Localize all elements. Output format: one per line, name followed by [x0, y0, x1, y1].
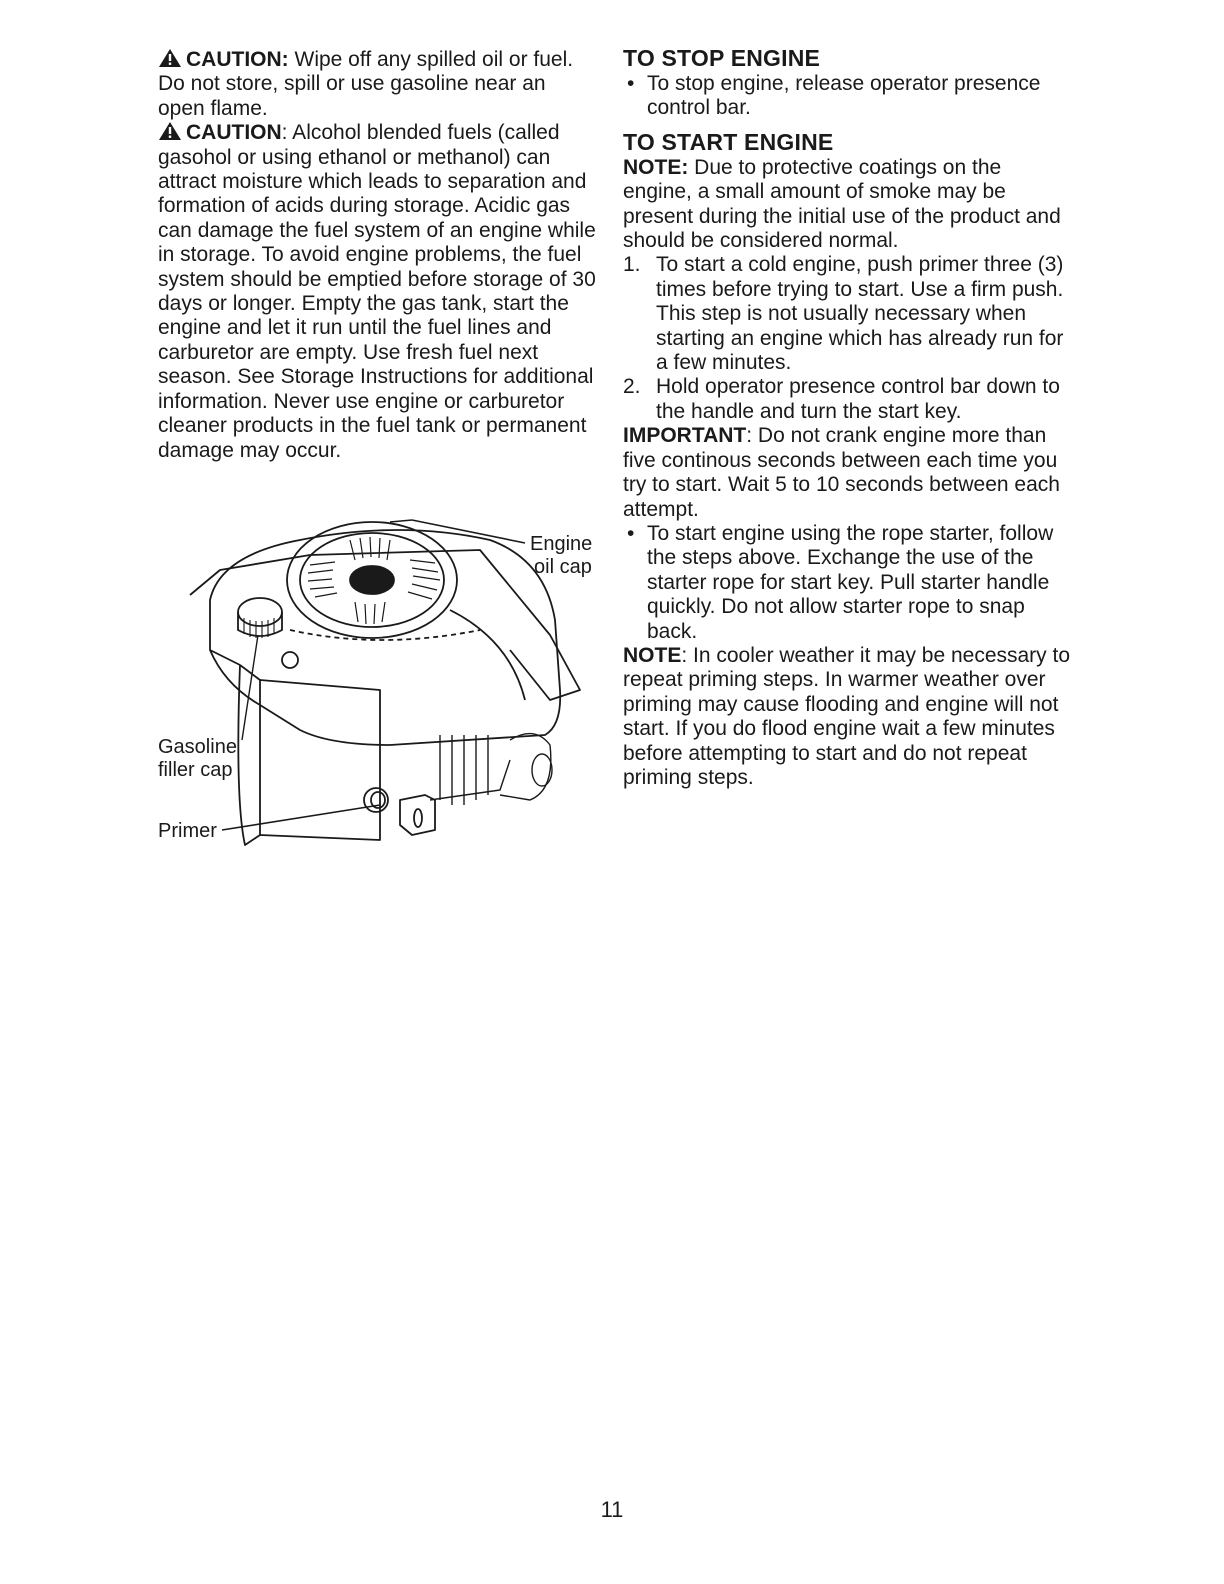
- bullet-icon: •: [627, 521, 635, 545]
- left-column: [158, 48, 598, 463]
- note-paragraph-2: NOTE: In cooler weather it may be necessary to repeat priming steps. In warmer weather over priming may cause flooding and engine will not start. If you do flood engine wait a few minutes before attempting to start and do not repeat priming steps.: [623, 643, 1071, 789]
- caution-label: CAUTION: [158, 121, 282, 144]
- caution-paragraph-2: [158, 121, 598, 463]
- important-paragraph: IMPORTANT: Do not crank engine more than five continous seconds between each time you try to start. Wait 5 to 10 seconds between each attempt.: [623, 424, 1060, 521]
- stop-engine-heading: TO STOP ENGINE: [623, 45, 821, 71]
- caution-text: Wipe off any spilled oil or fuel. Do not store, spill or use gasoline near an open flame.: [158, 48, 574, 120]
- caution-paragraph-1: [158, 48, 598, 121]
- engine-oil-cap-label: Engine oil cap: [530, 533, 593, 578]
- engine-figure: [150, 500, 610, 870]
- rope-starter-bullet: • To start engine using the rope starter, follow the steps above. Exchange the use of the starter rope for start key. Pull starter handle quickly. Do not allow starter rope to snap back.: [627, 521, 1054, 643]
- primer-label: Primer: [158, 820, 217, 842]
- note-paragraph-1: NOTE: Due to protective coatings on the engine, a small amount of smoke may be present during the initial use of the product and should be considered normal.: [623, 155, 1061, 253]
- warning-triangle-icon: [158, 121, 182, 141]
- warning-triangle-icon: [158, 48, 182, 68]
- step-item: 2. Hold operator presence control bar down to the handle and turn the start key.: [623, 375, 1060, 423]
- step-item: 1. To start a cold engine, push primer three (3) times before trying to start. Use a firm push. This step is not usually necessary when starting an engine which has already run for a few minutes.: [623, 253, 1064, 375]
- start-engine-heading: TO START ENGINE: [623, 128, 834, 155]
- page-number: 11: [600, 1497, 624, 1522]
- stop-engine-bullet: • To stop engine, release operator presence control bar.: [627, 72, 1041, 120]
- bullet-icon: •: [627, 72, 635, 95]
- caution-label: CAUTION:: [158, 48, 289, 71]
- caution-text: : Alcohol blended fuels (called gasohol or using ethanol or methanol) can attract moisture which leads to separation and formation of acids during storage. Acidic gas can damage the fuel system of an engine while in storage. To avoid engine problems, the fuel system should be emptied before storage of 30 days or longer. Empty the gas tank, start the engine and let it run until the fuel lines and carburetor are empty. Use fresh fuel next season. See Storage Instructions for additional information. Never use engine or carburetor cleaner products in the fuel tank or permanent damage may occur.: [158, 121, 596, 462]
- right-column: [623, 44, 1073, 790]
- gasoline-filler-cap-label: Gasoline filler cap: [158, 736, 237, 781]
